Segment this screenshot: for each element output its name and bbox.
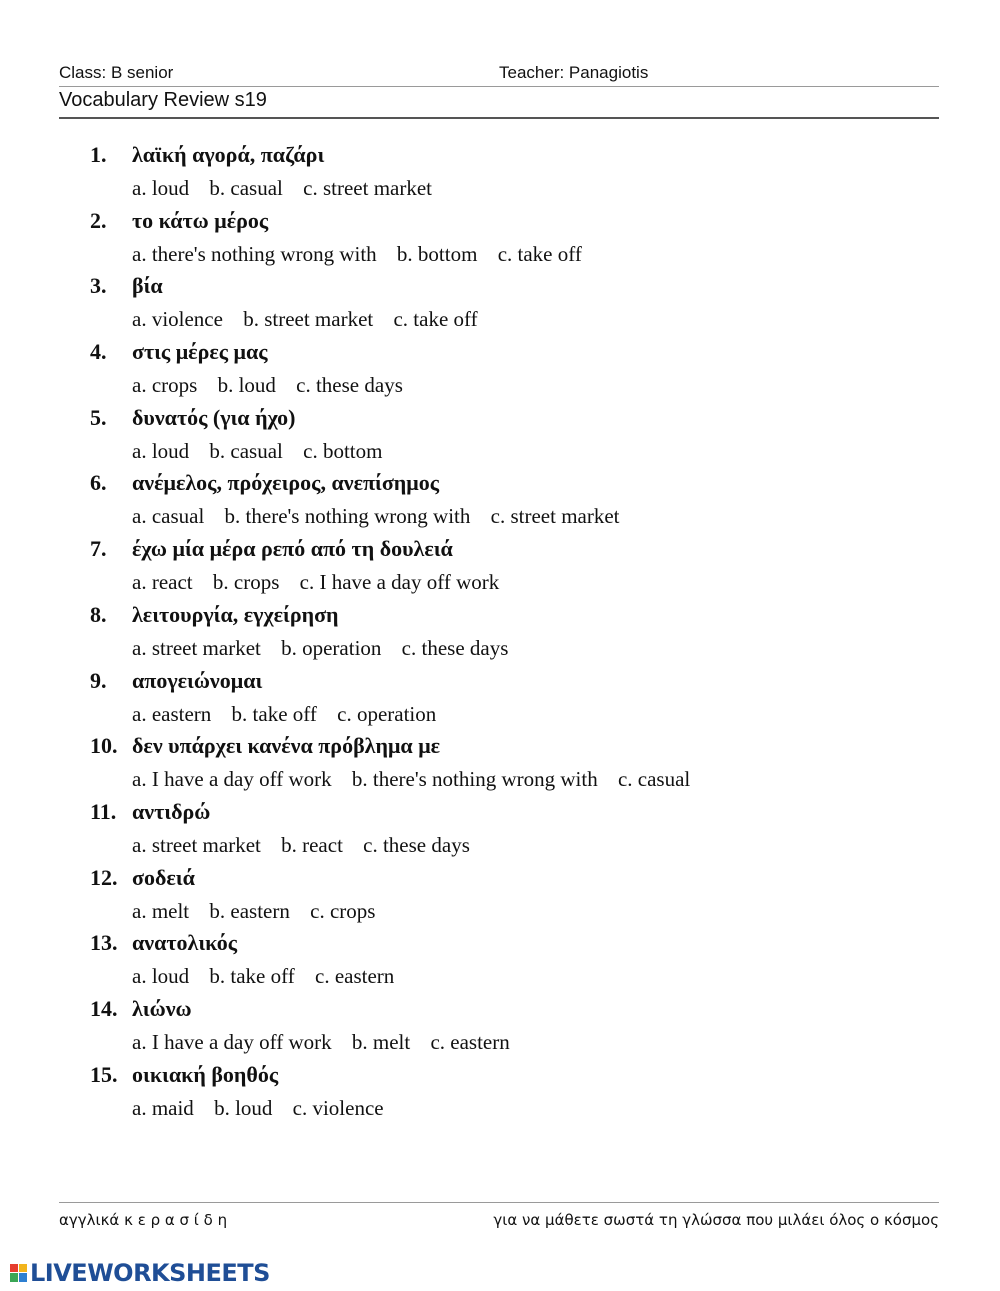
answer-options — [132, 307, 493, 332]
question-item — [90, 865, 950, 931]
answer-option-c[interactable]: c. eastern — [315, 964, 395, 989]
answer-option-b[interactable]: b. there's nothing wrong with — [224, 504, 471, 529]
question-prompt: δεν υπάρχει κανένα πρόβλημα με — [132, 733, 441, 759]
answer-options — [132, 504, 635, 529]
question-prompt: δυνατός (για ήχο) — [132, 404, 296, 430]
answer-options — [132, 636, 523, 661]
answer-option-c[interactable]: c. crops — [310, 898, 376, 923]
answer-option-b[interactable]: b. operation — [281, 635, 382, 660]
question-number: 14. — [90, 995, 118, 1021]
question-number: 11. — [90, 798, 117, 824]
question-item — [90, 1062, 950, 1128]
answer-option-a[interactable]: a. melt — [132, 898, 190, 923]
answer-option-a[interactable]: a. street market — [132, 832, 261, 857]
answer-option-c[interactable]: c. casual — [617, 767, 691, 792]
answer-option-b[interactable]: b. take off — [231, 701, 317, 726]
question-item — [90, 405, 950, 471]
liveworksheets-logo[interactable] — [10, 1259, 270, 1287]
question-number: 12. — [90, 864, 118, 890]
answer-option-a[interactable]: a. loud — [132, 176, 190, 200]
footer-author: αγγλικά κ ε ρ α σ ί δ η — [59, 1211, 228, 1229]
answer-option-b[interactable]: b. melt — [351, 1029, 411, 1054]
answer-options — [132, 833, 485, 858]
question-item — [90, 536, 950, 602]
answer-option-c[interactable]: c. eastern — [430, 1029, 510, 1054]
answer-options — [132, 570, 514, 595]
answer-options — [132, 702, 451, 727]
answer-option-a[interactable]: a. casual — [132, 504, 205, 529]
answer-option-c[interactable]: c. operation — [337, 701, 437, 726]
answer-options — [132, 439, 397, 464]
answer-option-b[interactable]: b. there's nothing wrong with — [351, 767, 598, 792]
question-prompt: έχω μία μέρα ρεπό από τη δουλειά — [132, 536, 453, 562]
question-prompt: το κάτω μέρος — [132, 207, 269, 233]
answer-option-b[interactable]: b. loud — [217, 373, 276, 398]
question-item — [90, 273, 950, 339]
question-number: 4. — [90, 339, 107, 365]
question-prompt: σοδειά — [132, 864, 195, 890]
question-prompt: βία — [132, 273, 163, 299]
question-number: 1. — [90, 142, 107, 167]
question-prompt: λαϊκή αγορά, παζάρι — [132, 142, 325, 167]
answer-option-a[interactable]: a. react — [132, 570, 193, 595]
question-number: 3. — [90, 273, 107, 299]
class-label: Class: B senior — [59, 63, 174, 82]
question-prompt: απογειώνομαι — [132, 667, 263, 693]
answer-option-a[interactable]: a. crops — [132, 373, 198, 398]
question-number: 10. — [90, 733, 118, 759]
answer-option-a[interactable]: a. maid — [132, 1095, 194, 1120]
answer-option-c[interactable]: c. these days — [363, 832, 470, 857]
question-item — [90, 996, 950, 1062]
answer-option-a[interactable]: a. eastern — [132, 701, 212, 726]
worksheet-header — [59, 60, 939, 87]
question-item — [90, 142, 950, 208]
question-prompt: λιώνω — [132, 995, 192, 1021]
liveworksheets-logo-text: LIVEWORKSHEETS — [30, 1259, 270, 1287]
answer-option-b[interactable]: b. loud — [214, 1095, 273, 1120]
answer-option-a[interactable]: a. loud — [132, 438, 190, 463]
answer-options — [132, 767, 705, 792]
answer-option-c[interactable]: c. bottom — [303, 438, 383, 463]
answer-option-a[interactable]: a. I have a day off work — [132, 767, 332, 792]
question-number: 6. — [90, 470, 107, 496]
question-prompt: στις μέρες μας — [132, 339, 268, 365]
answer-option-a[interactable]: a. I have a day off work — [132, 1029, 332, 1054]
teacher-label: Teacher: Panagiotis — [499, 63, 649, 82]
answer-option-b[interactable]: b. take off — [209, 964, 295, 989]
question-number: 9. — [90, 667, 107, 693]
question-number: 13. — [90, 930, 118, 956]
question-prompt: ανέμελος, πρόχειρος, ανεπίσημος — [132, 470, 440, 496]
answer-options — [132, 242, 597, 267]
answer-option-a[interactable]: a. street market — [132, 635, 261, 660]
answer-options — [132, 373, 418, 398]
question-prompt: λειτουργία, εγχείρηση — [132, 601, 339, 627]
answer-options — [132, 176, 447, 201]
question-prompt: ανατολικός — [132, 930, 238, 956]
question-item — [90, 470, 950, 536]
question-item — [90, 733, 950, 799]
answer-option-c[interactable]: c. these days — [296, 373, 403, 398]
question-item — [90, 799, 950, 865]
question-item — [90, 208, 950, 274]
worksheet-title-row — [59, 88, 939, 119]
answer-option-c[interactable]: c. these days — [401, 635, 509, 660]
answer-options — [132, 899, 390, 924]
answer-option-b[interactable]: b. eastern — [209, 898, 290, 923]
answer-options — [132, 1030, 525, 1055]
question-item — [90, 339, 950, 405]
question-item — [90, 930, 950, 996]
answer-option-b[interactable]: b. crops — [212, 570, 280, 595]
answer-option-b[interactable]: b. street market — [243, 307, 374, 332]
question-number: 2. — [90, 207, 107, 233]
answer-option-c[interactable]: c. take off — [393, 307, 478, 332]
answer-option-b[interactable]: b. casual — [209, 438, 283, 463]
answer-option-a[interactable]: a. there's nothing wrong with — [132, 241, 377, 266]
question-number: 5. — [90, 404, 107, 430]
answer-option-b[interactable]: b. bottom — [396, 241, 478, 266]
answer-option-b[interactable]: b. casual — [209, 176, 283, 200]
answer-option-c[interactable]: c. street market — [490, 504, 620, 529]
question-item — [90, 668, 950, 734]
answer-option-a[interactable]: a. loud — [132, 964, 190, 989]
question-number: 8. — [90, 601, 107, 627]
question-item — [90, 602, 950, 668]
footer-slogan: για να μάθετε σωστά τη γλώσσα που μιλάει όλος ο κόσμος — [493, 1211, 939, 1229]
worksheet-footer — [59, 1202, 939, 1233]
question-list — [90, 142, 950, 1127]
answer-option-c[interactable]: c. I have a day off work — [299, 570, 500, 595]
liveworksheets-logo-icon — [10, 1262, 28, 1284]
question-number: 15. — [90, 1061, 118, 1087]
worksheet-title: Vocabulary Review s19 — [59, 89, 267, 111]
answer-option-c[interactable]: c. street market — [303, 176, 432, 200]
answer-options — [132, 1096, 399, 1121]
answer-option-c[interactable]: c. violence — [292, 1095, 384, 1120]
question-prompt: οικιακή βοηθός — [132, 1061, 279, 1087]
question-number: 7. — [90, 536, 107, 562]
answer-option-a[interactable]: a. violence — [132, 307, 223, 332]
question-prompt: αντιδρώ — [132, 798, 211, 824]
answer-option-b[interactable]: b. react — [281, 832, 343, 857]
answer-option-c[interactable]: c. take off — [497, 241, 582, 266]
answer-options — [132, 964, 409, 989]
